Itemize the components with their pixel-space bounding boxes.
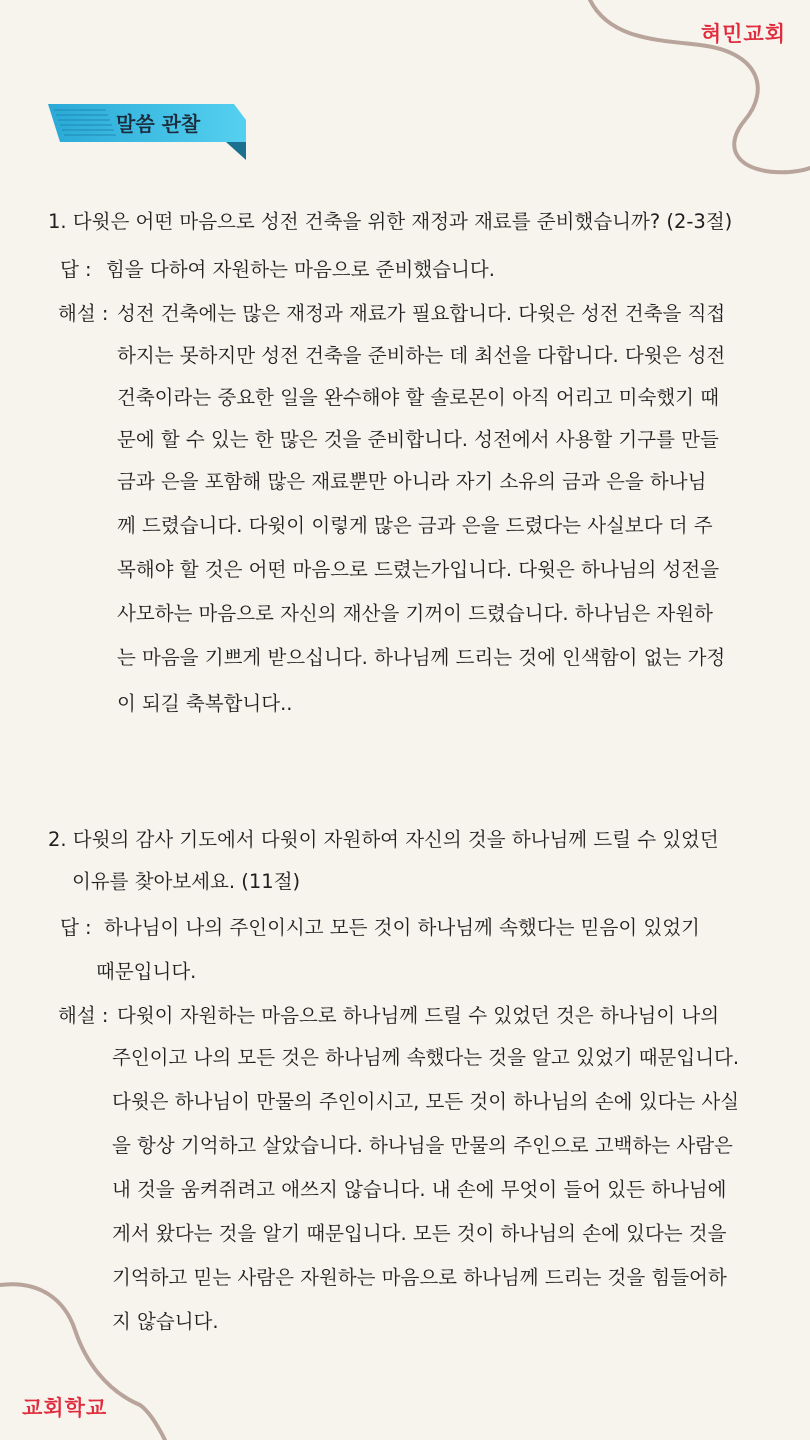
explain-1-line: 는 마음을 기쁘게 받으십니다. 하나님께 드리는 것에 인색함이 없는 가정: [117, 646, 726, 669]
banner-title: 말씀 관찰: [116, 112, 201, 136]
answer-2-label: 답 :: [60, 916, 92, 939]
explain-2-line: 주인이고 나의 모든 것은 하나님께 속했다는 것을 알고 있었기 때문입니다.: [112, 1046, 740, 1069]
question-2-text: 2. 다윗의 감사 기도에서 다윗이 자원하여 자신의 것을 하나님께 드릴 수 있었던: [48, 828, 719, 851]
church-school-logo-bottom: 교회학교: [22, 1396, 108, 1420]
explain-2-line: 기억하고 믿는 사람은 자원하는 마음으로 하나님께 드리는 것을 힘들어하: [112, 1266, 727, 1289]
explain-2-line: 을 항상 기억하고 살았습니다. 하나님을 만물의 주인으로 고백하는 사람은: [112, 1134, 733, 1157]
section-banner: [46, 100, 256, 162]
explain-1-line: 문에 할 수 있는 한 많은 것을 준비합니다. 성전에서 사용할 기구를 만들: [117, 428, 719, 451]
explain-1-line: 이 되길 축복합니다..: [117, 692, 293, 715]
explain-1-label: 해설 :: [58, 302, 109, 325]
answer-1-label: 답 :: [60, 258, 92, 281]
explain-1-line: 목해야 할 것은 어떤 마음으로 드렸는가입니다. 다윗은 하나님의 성전을: [117, 558, 720, 581]
explain-1-line: 성전 건축에는 많은 재정과 재료가 필요합니다. 다윗은 성전 건축을 직접: [117, 302, 726, 325]
explain-1-line: 금과 은을 포함해 많은 재료뿐만 아니라 자기 소유의 금과 은을 하나님: [117, 470, 707, 493]
question-1-text: 1. 다윗은 어떤 마음으로 성전 건축을 위한 재정과 재료를 준비했습니까? (2-3절): [48, 210, 733, 233]
explain-1-line: 께 드렸습니다. 다윗이 이렇게 많은 금과 은을 드렸다는 사실보다 더 주: [117, 514, 713, 537]
church-logo-top: 혀민교회: [700, 22, 786, 46]
answer-2-text: 하나님이 나의 주인이시고 모든 것이 하나님께 속했다는 믿음이 있었기: [104, 916, 700, 939]
answer-1-text: 힘을 다하여 자원하는 마음으로 준비했습니다.: [106, 258, 495, 281]
explain-1-line: 사모하는 마음으로 자신의 재산을 기꺼이 드렸습니다. 하나님은 자원하: [117, 602, 713, 625]
explain-1-line: 건축이라는 중요한 일을 완수해야 할 솔로몬이 아직 어리고 미숙했기 때: [117, 386, 720, 409]
explain-1-line: 하지는 못하지만 성전 건축을 준비하는 데 최선을 다합니다. 다윗은 성전: [117, 344, 726, 367]
question-2-text: 이유를 찾아보세요. (11절): [72, 870, 301, 893]
explain-2-label: 해설 :: [58, 1004, 109, 1027]
explain-2-line: 지 않습니다.: [112, 1310, 219, 1333]
explain-2-line: 다윗은 하나님이 만물의 주인이시고, 모든 것이 하나님의 손에 있다는 사실: [112, 1090, 740, 1113]
answer-2-text: 때문입니다.: [96, 960, 197, 983]
explain-2-line: 다윗이 자원하는 마음으로 하나님께 드릴 수 있었던 것은 하나님이 나의: [117, 1004, 720, 1027]
explain-2-line: 내 것을 움켜쥐려고 애쓰지 않습니다. 내 손에 무엇이 들어 있든 하나님에: [112, 1178, 727, 1201]
explain-2-line: 게서 왔다는 것을 알기 때문입니다. 모든 것이 하나님의 손에 있다는 것을: [112, 1222, 727, 1245]
